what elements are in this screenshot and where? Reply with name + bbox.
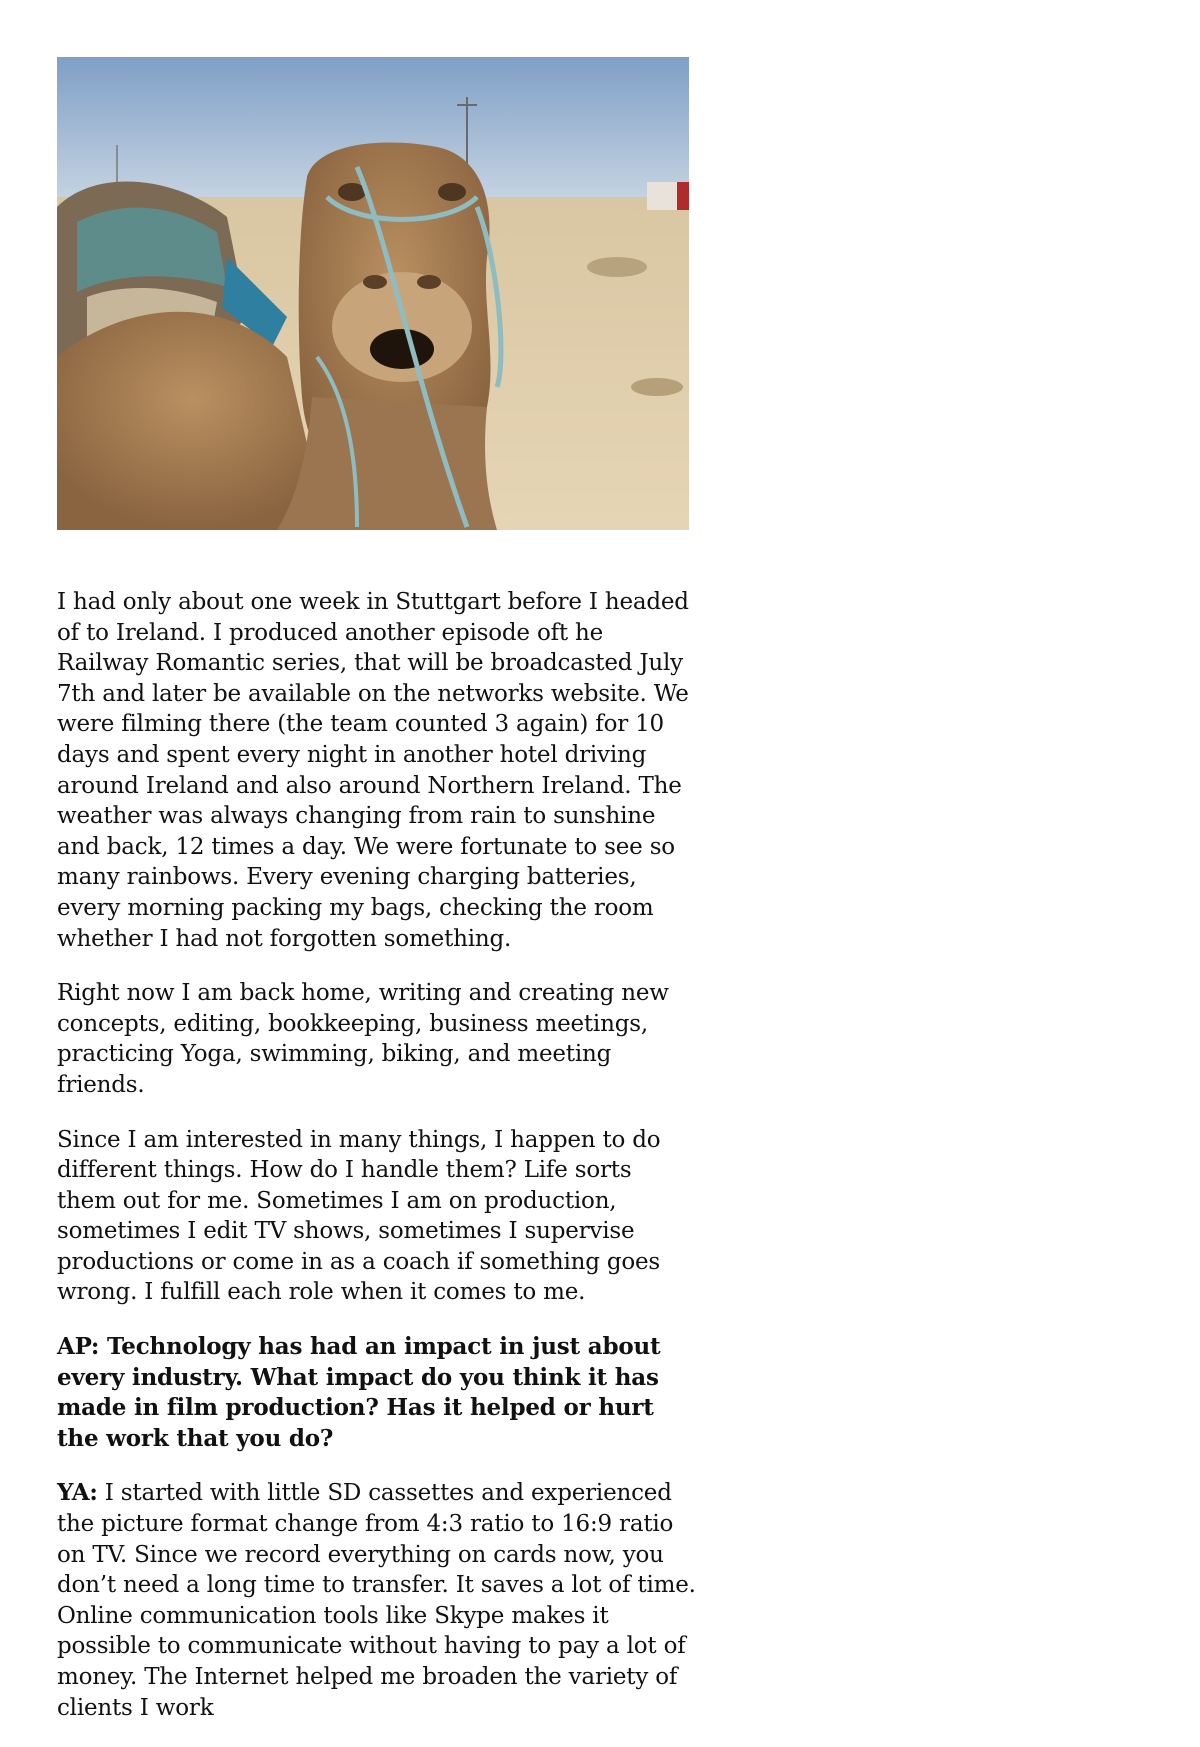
paragraph: Since I am interested in many things, I happen to do different things. How do I handle them? Life sorts them out for me. Sometimes I am on production, sometimes I edit TV shows, sometimes I supervise productions or come in as a coach if something goes wrong. I fulfill each role when it comes to me.	[57, 1126, 661, 1306]
answer-text: I started with little SD cassettes and experienced the picture format change from 4:3 ratio to 16:9 ratio on TV. Since we record everything on cards now, you don’t need a long time to transfer. It saves a lot of time. Online communication tools like Skype makes it possible to communicate without having to pay a lot of money. The Internet helped me broaden the variety of clients I work	[57, 1480, 696, 1721]
article-body	[57, 587, 697, 1747]
interview-answer	[57, 1478, 697, 1723]
interview-question: AP: Technology has had an impact in just about every industry. What impact do you think it has made in film production? Has it helped or hurt the work that you do?	[57, 1333, 661, 1452]
paragraph: Right now I am back home, writing and creating new concepts, editing, bookkeeping, business meetings, practicing Yoga, swimming, biking, and meeting friends.	[57, 980, 669, 1098]
answer-speaker: YA:	[57, 1479, 98, 1507]
camel-photo	[57, 57, 689, 530]
paragraph: I had only about one week in Stuttgart before I headed of to Ireland. I produced another episode oft he Railway Romantic series, that will be broadcasted July 7th and later be available on the networks website. We were filming there (the team counted 3 again) for 10 days and spent every night in another hotel driving around Ireland and also around Northern Ireland. The weather was always changing from rain to sunshine and back, 12 times a day. We were fortunate to see so many rainbows. Every evening charging batteries, every morning packing my bags, checking the room whether I had not forgotten something.	[57, 589, 689, 952]
